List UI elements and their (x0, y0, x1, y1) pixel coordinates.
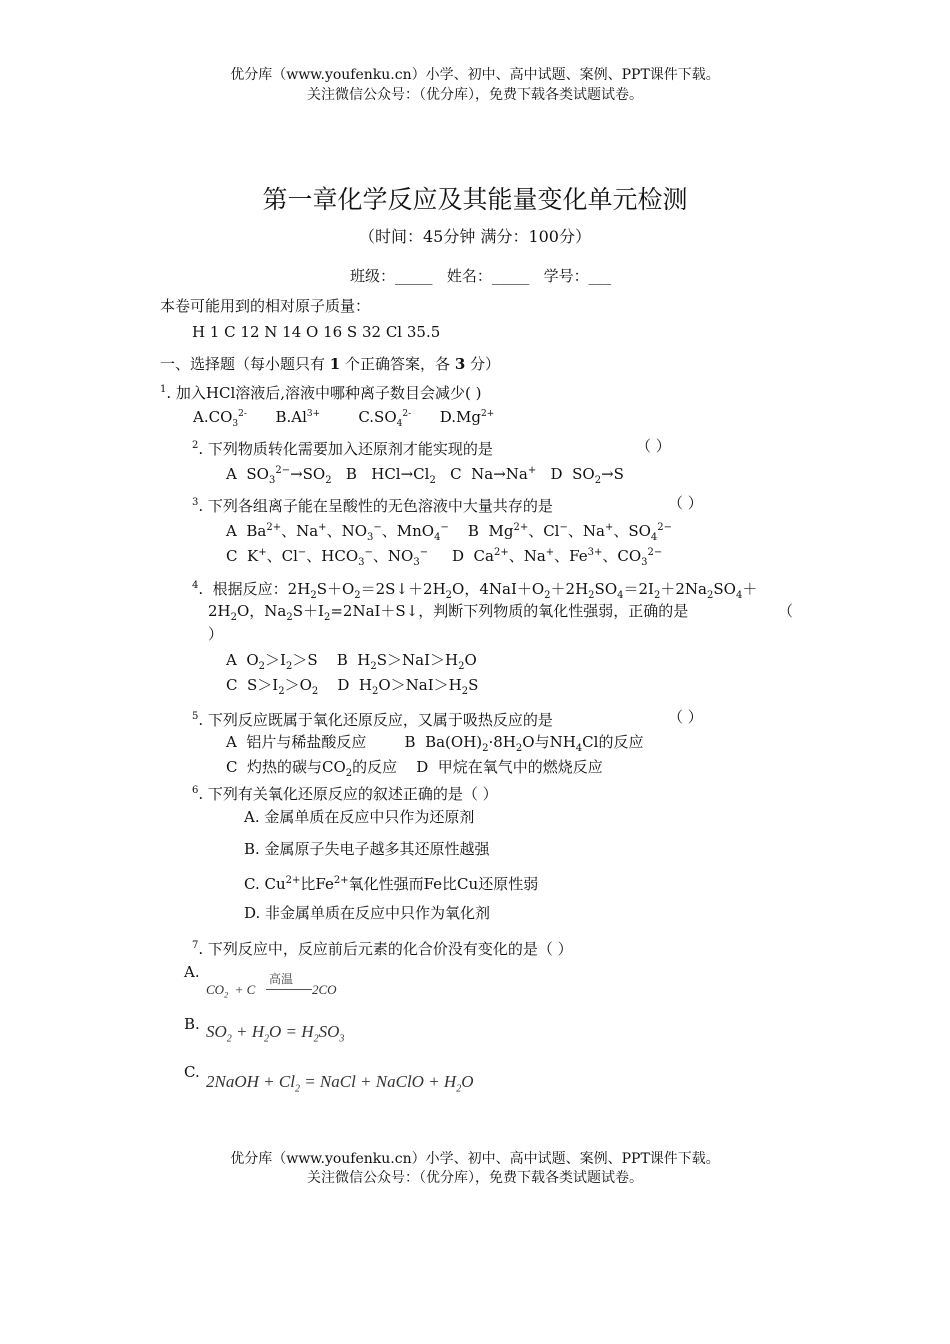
question-6-text: . 下列有关氧化还原反应的叙述正确的是（ ） (198, 785, 498, 803)
question-1-stem (160, 380, 482, 403)
question-7-text: . 下列反应中，反应前后元素的化合价没有变化的是（ ） (198, 940, 573, 958)
question-4-stem-line-2: $2H_2O$，$Na_2S+I_2=2NaI+S↓$，判断下列物质的氧化性强弱，正确的是 (208, 602, 689, 623)
footer-line-1: 优分库（www.youfenku.cn）小学、初中、高中试题、案例、PPT课件下载。 (230, 1151, 720, 1167)
page-subtitle: （时间：45分钟 满分：100分） (359, 227, 591, 246)
section-heading (160, 354, 500, 374)
id-label: 学号：___ (543, 267, 612, 285)
question-4-paren-open: （ (778, 602, 794, 620)
question-3-options-ab: A $Ba^{2+}$、Na+、$NO_3^-$、MnO$_4$− B $Mg^{2+}$、Cl−、Na+、$SO_4^{2-}$ (226, 522, 673, 543)
question-6-option-b: B. 金属原子失电子越多其还原性越强 (244, 840, 490, 858)
question-7-label-a: A. (184, 963, 200, 981)
question-2-text: . 下列物质转化需要加入还原剂才能实现的是 (198, 440, 493, 458)
header-line-1: 优分库（www.youfenku.cn）小学、初中、高中试题、案例、PPT课件下载。 (230, 67, 720, 83)
question-2-options: A $SO_3^{2-}\to SO_2$ B $HCl\to Cl_2$ C Na→Na+ D $SO_2\to S$ (226, 465, 624, 486)
question-4-options-ab: A $O_2>I_2>S$ B $H_2S>NaI>H_2O$ (226, 651, 477, 672)
question-2-number: 2 (192, 440, 199, 451)
question-7-number: 7 (192, 940, 199, 951)
question-4-paren-close: ） (208, 625, 224, 643)
question-5-text: . 下列反应既属于氧化还原反应，又属于吸热反应的是 (198, 711, 553, 729)
question-1-number: 1 (160, 384, 167, 395)
question-2-paren: （ ） (636, 437, 671, 455)
question-6-number: 6 (192, 785, 199, 796)
student-info (350, 266, 611, 286)
question-7-equation-c: 2NaOH + $Cl_2$ = NaCl + NaClO + $H_2O$ (206, 1072, 474, 1095)
question-3-paren: （ ） (668, 494, 703, 512)
question-3-stem (192, 493, 553, 516)
question-5-paren: （ ） (668, 708, 703, 726)
question-6-option-d: D. 非金属单质在反应中只作为氧化剂 (244, 904, 491, 922)
question-5-options-cd: C 灼热的碳与$CO_2$的反应 D 甲烷在氧气中的燃烧反应 (226, 758, 603, 779)
question-2-stem (192, 436, 493, 459)
question-4-number: 4 (192, 580, 199, 591)
reaction-line (266, 989, 312, 990)
section-post: 分） (470, 355, 501, 373)
question-1-text: . 加入HCl溶液后,溶液中哪种离子数目会减少( ) (166, 384, 482, 402)
question-7-stem (192, 936, 573, 959)
section-bold-1: 1 (329, 355, 341, 373)
question-3-text: . 下列各组离子能在呈酸性的无色溶液中大量共存的是 (198, 497, 553, 515)
question-6-option-a: A. 金属单质在反应中只作为还原剂 (244, 808, 475, 826)
header-line-2: 关注微信公众号：（优分库），免费下载各类试题试卷。 (307, 87, 643, 103)
atomic-mass-values: H 1 C 12 N 14 O 16 S 32 Cl 35.5 (192, 323, 441, 341)
question-3-options-cd: C K+、Cl−、$HCO_3^-$、$NO_3^-$ D $Ca^{2+}$、Na+、$Fe^{3+}$、$CO_3^{2-}$ (226, 547, 663, 568)
footer-line-2: 关注微信公众号：（优分库），免费下载各类试题试卷。 (307, 1170, 643, 1186)
question-7-label-b: B. (184, 1015, 200, 1033)
question-4-stem-line-1: $^4$. 根据反应：$2H_2S+O_2=2S↓+2H_2O$，$4NaI+O_2+2H_2SO_4=2I_2+2Na_2SO_4+$ (192, 580, 758, 601)
class-label: 班级：_____ (350, 267, 433, 285)
question-6-option-c: C. $Cu^{2+}$比$Fe^{2+}$氧化性强而Fe比Cu还原性弱 (244, 875, 539, 893)
question-4-options-cd: C $S>I_2>O_2$ D $H_2O>NaI>H_2S$ (226, 676, 479, 697)
section-pre: 一、选择题（每小题只有 (160, 355, 326, 373)
question-3-number: 3 (192, 497, 199, 508)
section-bold-2: 3 (454, 355, 466, 373)
question-7-equation-b: $SO_2 + H_2O = H_2SO_3$ (206, 1022, 345, 1045)
question-5-number: 5 (192, 711, 199, 722)
name-label: 姓名：_____ (446, 267, 530, 285)
question-6-stem (192, 781, 498, 804)
atomic-mass-intro: 本卷可能用到的相对原子质量： (160, 297, 371, 315)
question-5-stem (192, 707, 553, 730)
section-mid: 个正确答案，各 (345, 355, 451, 373)
page-title: 第一章化学反应及其能量变化单元检测 (262, 185, 688, 214)
question-7-label-c: C. (184, 1063, 200, 1081)
question-1-options: $A.CO_3^{2-}$ $B.Al^{3+}$ $C.SO_4^{2-}$ $D.Mg^{2+}$ (193, 408, 495, 429)
reaction-condition: 高温 (269, 972, 294, 986)
question-5-options-ab: A 铝片与稀盐酸反应 B $Ba(OH)_2\cdot 8H_2O$与$NH_4Cl$的反应 (226, 733, 644, 754)
